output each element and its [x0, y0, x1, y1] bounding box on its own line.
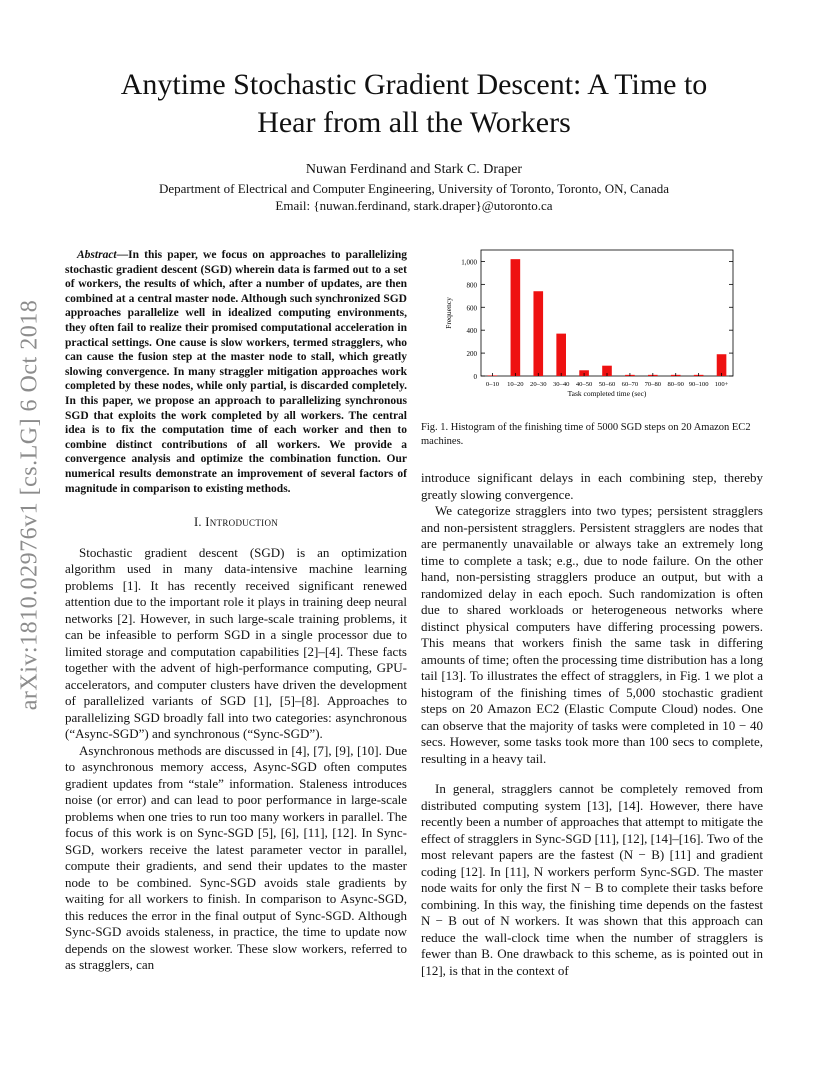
affiliation: Department of Electrical and Computer Engineering, University of Toronto, Toronto, ON, Canada [159, 181, 669, 196]
abstract-label: Abstract [77, 249, 117, 261]
intro-paragraph-4: We categorize stragglers into two types; persistent stragglers and non-persistent stragglers. Persistent stragglers are nodes that are permanently unavailable or always take an extremely long time to complete a task; e.g., due to node failure. On the other hand, non-persisting stragglers produce an output, but with a randomized delay in each epoch. Such randomization is often due to shared workloads or heterogeneous networks where distinct physical computers have differing processing powers. This means that workers finish the same task in differing amounts of time; often the processing time distribution has a long tail [13]. To illustrates the effect of stragglers, in Fig. 1 we plot a histogram of the finishing times of 5,000 stochastic gradient steps on 20 Amazon EC2 (Elastic Compute Cloud) nodes. One can observe that the majority of tasks were completed in 10 − 40 secs. However, some tasks took more than 100 secs to complete, resulting in a heavy tail. [421, 503, 763, 766]
histogram-bar [556, 334, 566, 376]
x-tick-label: 80–90 [667, 381, 684, 388]
section-heading [65, 514, 407, 531]
intro-paragraph-2: Asynchronous methods are discussed in [4], [7], [9], [10]. Due to asynchronous memory access, Async-SGD often computes gradient updates from “stale” information. Staleness introduces noise (or error) and can lead to poor performance in large-scale problems when one tries to run too many workers in parallel. The focus of this work is on Sync-SGD [5], [6], [11], [12]. In Sync-SGD, workers receive the latest parameter vector in parallel, compute their gradients, and send their updates to the master node to be combined. Sync-SGD avoids stale gradients by waiting for all workers to finish. In comparison to Async-SGD, this reduces the error in the final output of Sync-SGD. Although Sync-SGD avoids staleness, in practice, the time to update now depends on the slowest worker. These slow workers, referred to as stragglers, can [65, 742, 407, 973]
histogram-bar [533, 291, 543, 376]
section-number: I. [193, 515, 202, 530]
histogram-bar [511, 259, 521, 376]
figure-caption: Fig. 1. Histogram of the finishing time of 5000 SGD steps on 20 Amazon EC2 machines. [421, 422, 751, 447]
y-tick-label: 800 [466, 281, 477, 290]
histogram-chart [421, 244, 771, 414]
arxiv-id: arXiv:1810.02976v1 [cs.LG] 6 Oct 2018 [16, 299, 43, 711]
right-column [421, 470, 763, 979]
title-line-2: Hear from all the Workers [257, 106, 571, 139]
intro-paragraph-3: introduce significant delays in each combining step, thereby greatly slowing convergence. [421, 470, 763, 502]
x-tick-label: 50–60 [598, 381, 616, 388]
abstract [65, 248, 407, 496]
x-tick-label: 40–50 [575, 381, 593, 388]
x-tick-label: 10–20 [507, 381, 524, 388]
y-tick-label: 600 [466, 304, 477, 313]
arxiv-stamp [12, 265, 48, 745]
email: Email: {nuwan.ferdinand, stark.draper}@utoronto.ca [275, 198, 553, 213]
intro-paragraph-1: Stochastic gradient descent (SGD) is an optimization algorithm used in many data-intensive machine learning problems [1]. It has recently received significant renewed attention due to the important role it plays in training deep neural networks [2]. However, in such large-scale training problems, it can be infeasible to perform SGD in a single processor due to limited storage and computation capabilities [2]–[4]. These facts together with the advent of high-performance computing, GPU-accelerators, and computer clusters have driven the development of parallelized variants of SGD [1], [5]–[8]. Approaches to parallelizing SGD broadly fall into two categories: asynchronous (“Async-SGD”) and synchronous (“Sync-SGD”). [65, 544, 407, 742]
y-axis-label: Frequency [444, 297, 453, 329]
x-tick-label: 60–70 [621, 381, 639, 388]
title-line-1: Anytime Stochastic Gradient Descent: A Time to [120, 68, 708, 101]
abstract-text: —In this paper, we focus on approaches to parallelizing stochastic gradient descent (SGD) wherein data is farmed out to a set of workers, the results of which, after a number of updates, are then combined at a central master node. Although such synchronized SGD approaches parallelize well in idealized computing environments, they often fail to realize their promised computational acceleration in practical settings. One cause is slow workers, termed stragglers, who can cause the fusion step at the master node to stall, which greatly slowing convergence. In many straggler mitigation approaches work completed by these nodes, while only partial, is discarded completely. In this paper, we propose an approach to parallelizing synchronous SGD that exploits the work completed by all workers. The central idea is to fix the computation time of each worker and then to combine distinct contributions of all workers. We provide a convergence analysis and optimize the combination function. Our numerical results demonstrate an improvement of several factors of magnitude in comparison to existing methods. [65, 249, 407, 495]
x-tick-label: 70–80 [644, 381, 662, 388]
x-tick-label: 0–10 [485, 381, 500, 388]
left-column [65, 248, 407, 974]
x-tick-label: 20–30 [530, 381, 547, 388]
x-tick-label: 100+ [714, 381, 729, 388]
section-title: Introduction [205, 515, 279, 530]
x-tick-label: 90–100 [688, 381, 709, 388]
histogram-bar [717, 354, 727, 376]
y-tick-label: 1,000 [461, 258, 477, 267]
y-tick-label: 0 [473, 373, 477, 381]
intro-paragraph-5: In general, stragglers cannot be completely removed from distributed computing system [13], [14]. However, there have recently been a number of approaches that attempt to mitigate the effect of stragglers in Sync-SGD [11], [12], [14]–[16]. Two of the most relevant papers are the fastest (N − B) [11] and gradient coding [12]. In [11], N workers perform Sync-SGD. The master node waits for only the first N − B to complete their tasks before combining. In this way, the finishing time depends on the fastest N − B out of N workers. It was shown that this approach can reduce the wall-clock time when the number of stragglers is fewer than B. One drawback to this scheme, as is pointed out in [12], is that in the context of [421, 781, 763, 978]
x-tick-label: 30–40 [552, 381, 570, 388]
paper-title [60, 66, 768, 142]
y-tick-label: 400 [466, 327, 477, 336]
x-axis-label: Task completed time (sec) [567, 389, 647, 398]
figure-1 [421, 244, 771, 414]
authors: Nuwan Ferdinand and Stark C. Draper [305, 162, 523, 177]
y-tick-label: 200 [466, 350, 477, 359]
